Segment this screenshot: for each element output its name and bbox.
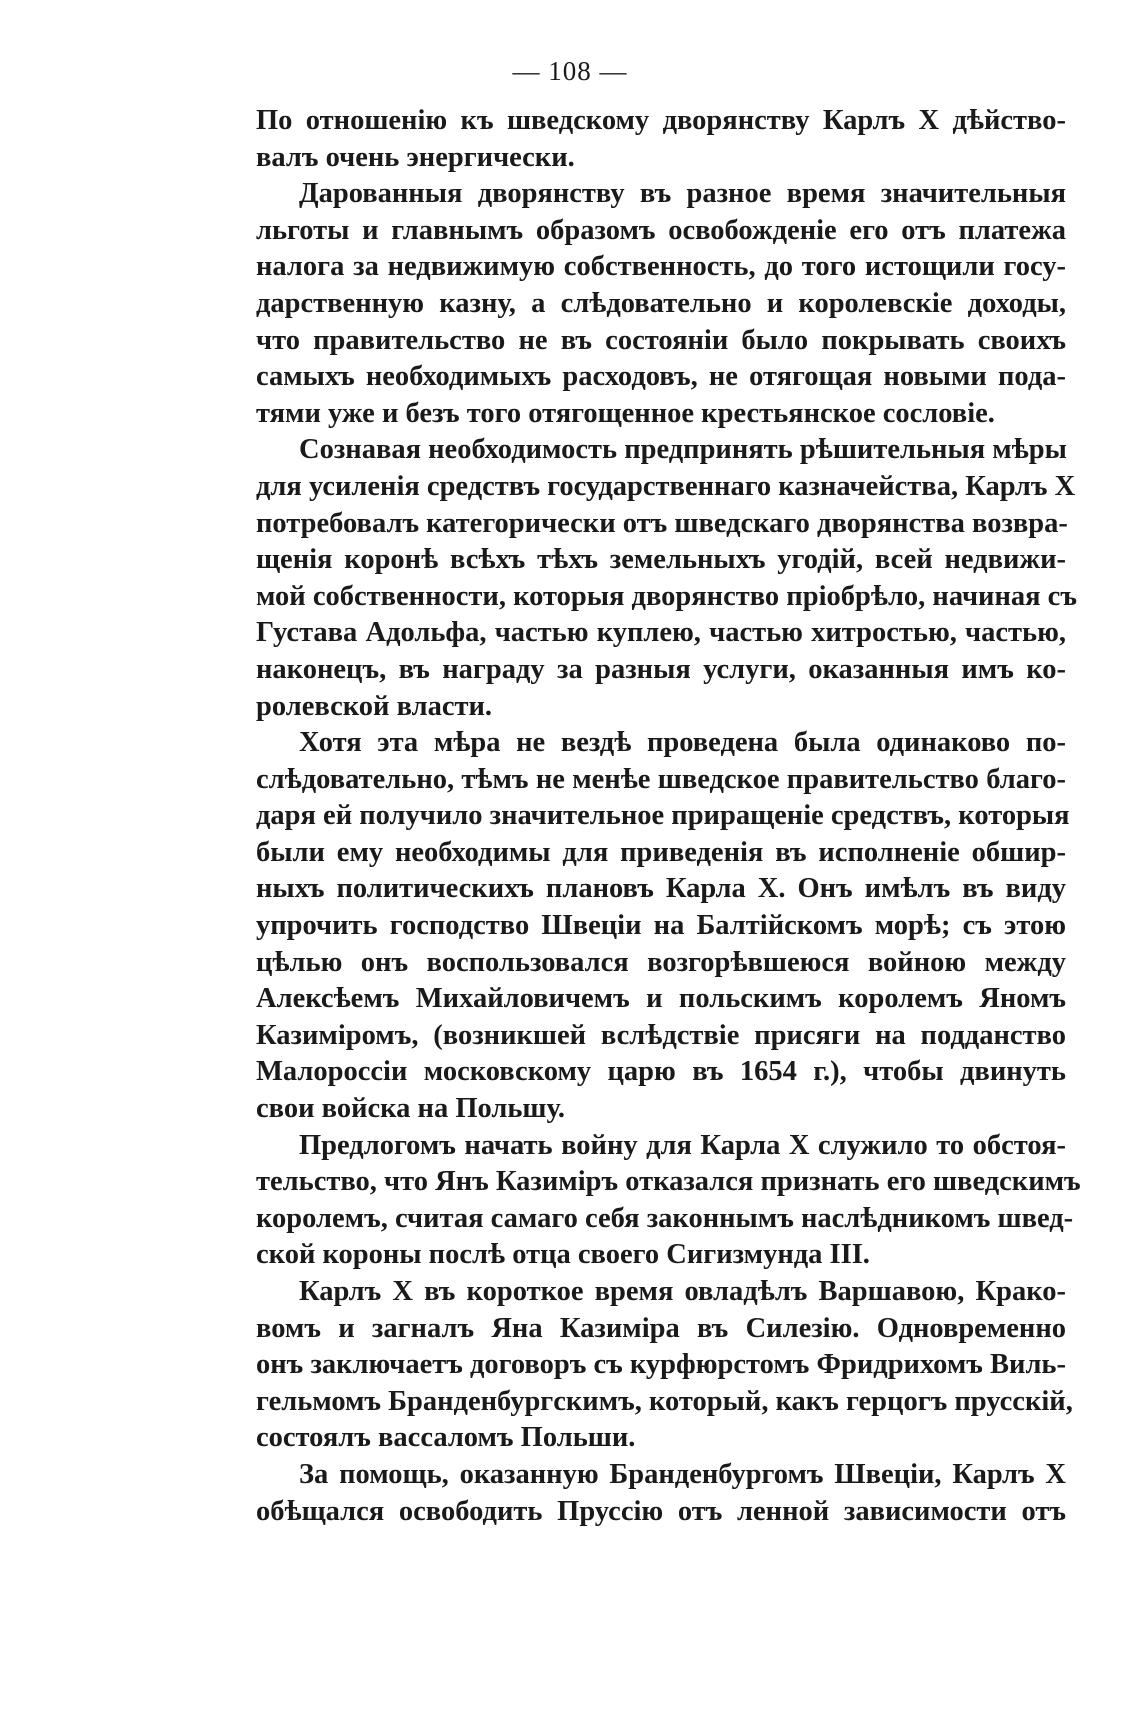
- text-line: слѣдовательно, тѣмъ не менѣе шведское правительство благо-: [256, 763, 1066, 795]
- text-line: ныхъ политическихъ плановъ Карла X. Онъ имѣлъ въ виду: [256, 873, 1066, 905]
- text-line: Дарованныя дворянству въ разное время значительныя: [299, 178, 1066, 210]
- text-line: Хотя эта мѣра не вездѣ проведена была одинаково по-: [299, 727, 1066, 759]
- text-line: тельство, что Янъ Казиміръ отказался признать его шведскимъ: [256, 1166, 1081, 1198]
- text-line: самыхъ необходимыхъ расходовъ, не отягощая новыми пода-: [256, 361, 1066, 393]
- text-line: королемъ, считая самаго себя законнымъ наслѣдникомъ швед-: [256, 1202, 1074, 1234]
- text-line: По отношенію къ шведскому дворянству Карлъ X дѣйство-: [256, 105, 1066, 136]
- text-line: что правительство не въ состояніи было покрывать своихъ: [256, 324, 1066, 356]
- text-line: ролевской власти.: [256, 690, 493, 722]
- text-line: состоялъ вассаломъ Польши.: [256, 1422, 636, 1454]
- body-text: [256, 103, 1081, 1530]
- text-line: Сознавая необходимость предпринять рѣшительныя мѣры: [299, 434, 1067, 466]
- text-line: дарственную казну, а слѣдовательно и королевскіе доходы,: [256, 287, 1066, 319]
- text-line: цѣлью онъ воспользовался возгорѣвшеюся войною между: [256, 946, 1066, 978]
- text-line: обѣщался освободить Пруссію отъ ленной зависимости отъ: [256, 1495, 1066, 1527]
- text-line: Алексѣемъ Михайловичемъ и польскимъ королемъ Яномъ: [256, 983, 1066, 1015]
- text-line: Густава Адольфа, частью куплею, частью хитростью, частью,: [256, 617, 1066, 649]
- text-line: льготы и главнымъ образомъ освобожденіе его отъ платежа: [256, 214, 1066, 246]
- paragraph: [256, 1128, 1081, 1274]
- text-line: даря ей получило значительное приращеніе средствъ, которыя: [256, 800, 1070, 832]
- paragraph: [256, 432, 1077, 725]
- text-line: Малороссіи московскому царю въ 1654 г.), чтобы двинуть: [256, 1056, 1066, 1088]
- paragraph: [256, 1274, 1073, 1457]
- text-line: налога за недвижимую собственность, до того истощили госу-: [256, 251, 1066, 283]
- paragraph: [256, 176, 1066, 432]
- paragraph: [256, 1457, 1066, 1530]
- text-line: упрочить господство Швеціи на Балтійскомъ морѣ; съ этою: [256, 910, 1066, 942]
- text-line: За помощь, оказанную Бранденбургомъ Швеціи, Карлъ X: [299, 1458, 1066, 1490]
- text-line: были ему необходимы для приведенія въ исполненіе обшир-: [256, 836, 1066, 868]
- text-line: онъ заключаетъ договоръ съ курфюрстомъ Фридрихомъ Виль-: [256, 1349, 1066, 1381]
- text-line: для усиленія средствъ государственнаго казначейства, Карлъ X: [256, 470, 1076, 502]
- text-line: Казиміромъ, (возникшей вслѣдствіе присяги на подданство: [256, 1019, 1066, 1051]
- text-line: Карлъ X въ короткое время овладѣлъ Варшавою, Крако-: [299, 1276, 1066, 1307]
- page-number: — 108 —: [512, 56, 628, 86]
- text-line: Предлогомъ начать войну для Карла X служило то обстоя-: [299, 1129, 1066, 1161]
- text-line: валъ очень энергически.: [256, 141, 575, 173]
- text-line: ской короны послѣ отца своего Сигизмунда III.: [256, 1239, 870, 1271]
- text-line: тями уже и безъ того отягощенное крестьянское сословіе.: [256, 397, 995, 429]
- paragraph: [256, 725, 1070, 1128]
- paragraph: [256, 103, 1066, 176]
- text-line: вомъ и загналъ Яна Казиміра въ Силезію. Одновременно: [256, 1312, 1066, 1344]
- text-line: щенія коронѣ всѣхъ тѣхъ земельныхъ угодій, всей недвижи-: [256, 544, 1066, 576]
- text-line: гельмомъ Бранденбургскимъ, который, какъ герцогъ прусскій,: [256, 1385, 1073, 1417]
- text-line: наконецъ, въ награду за разныя услуги, оказанныя имъ ко-: [256, 653, 1066, 685]
- text-line: мой собственности, которыя дворянство пріобрѣло, начиная съ: [256, 580, 1077, 612]
- text-line: потребовалъ категорически отъ шведскаго дворянства возвра-: [256, 507, 1068, 539]
- text-line: свои войска на Польшу.: [256, 1093, 566, 1125]
